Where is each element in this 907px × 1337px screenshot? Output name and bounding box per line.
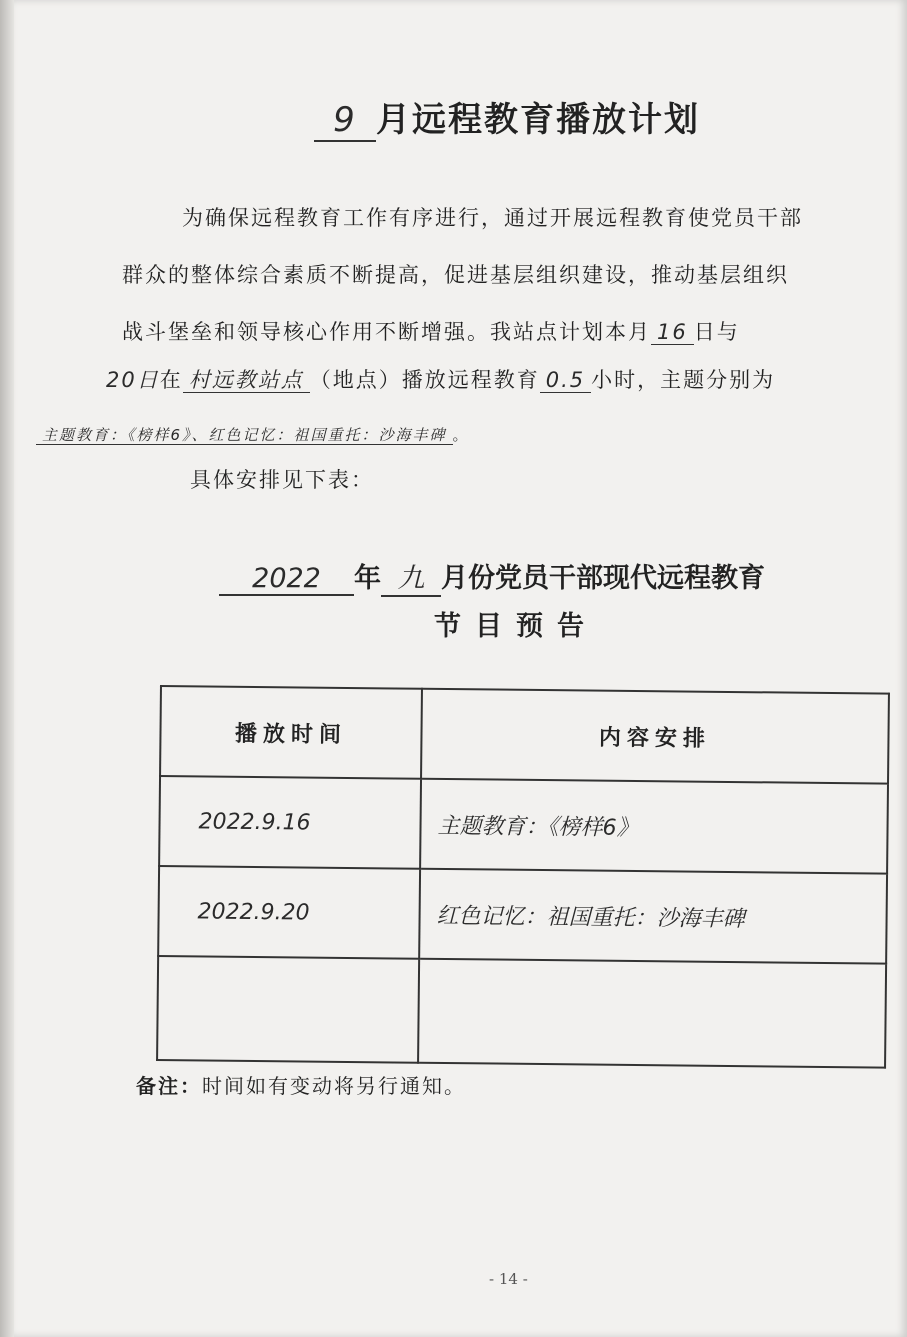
header-content: 内容安排: [421, 689, 889, 784]
location-field: 村远教站点: [183, 368, 310, 393]
title-month-field: 9: [314, 100, 376, 142]
intro-text-4a: 在: [159, 368, 183, 392]
row-content: 红色记忆：祖国重托：沙海丰碑: [419, 869, 887, 964]
notice-title: [219, 556, 765, 597]
table-row: [159, 776, 888, 874]
row-content: 主题教育：《榜样6》: [420, 779, 888, 874]
row-content: [418, 959, 886, 1068]
intro-line-4: [106, 352, 891, 409]
topics-field: 主题教育：《榜样6》、红色记忆：祖国重托：沙海丰碑: [36, 426, 453, 445]
row-time: [157, 956, 419, 1063]
notice-year-suffix: 年: [354, 563, 381, 594]
page-number: - 14 -: [489, 1270, 528, 1288]
notice-title-text: 月份党员干部现代远程教育: [441, 563, 765, 594]
hours-field: 0.5: [540, 368, 591, 393]
notice-year-field: 2022: [219, 563, 354, 596]
day1-field: 16: [651, 320, 694, 345]
row-time: 2022.9.20: [158, 866, 420, 959]
footnote: [136, 1070, 466, 1099]
table-row: [158, 866, 887, 964]
notice-month-field: 九: [381, 556, 441, 597]
row-time: 2022.9.16: [159, 776, 421, 869]
table-header-row: [160, 686, 889, 784]
intro-text-3b: 日与: [693, 320, 740, 344]
document-page: [14, 0, 907, 1337]
intro-text-4c: 小时，主题分别为: [591, 368, 776, 392]
schedule-table: [156, 685, 890, 1069]
footnote-label: 备注：: [136, 1074, 202, 1098]
intro-text-2: 群众的整体综合素质不断提高，促进基层组织建设，推动基层组织: [122, 263, 789, 287]
header-time: 播放时间: [160, 686, 422, 779]
intro-line-6: [190, 452, 907, 509]
notice-subtitle: 节目预告: [434, 611, 598, 642]
table-row: [157, 956, 886, 1068]
footnote-text: 时间如有变动将另行通知。: [202, 1074, 466, 1098]
intro-line-2: [122, 247, 907, 304]
intro-text-5-end: 。: [452, 426, 470, 444]
intro-text-1: 为确保远程教育工作有序进行，通过开展远程教育使党员干部: [182, 206, 803, 230]
intro-text-4b: （地点）播放远程教育: [309, 368, 540, 392]
book-spine-edge: [0, 0, 14, 1337]
intro-text-3a: 战斗堡垒和领导核心作用不断增强。我站点计划本月: [122, 320, 651, 344]
title-text: 月远程教育播放计划: [376, 100, 700, 140]
page-title: [314, 92, 700, 142]
day2-field: 20日: [106, 368, 160, 392]
intro-text-6: 具体安排见下表：: [190, 468, 374, 492]
intro-line-1: [122, 190, 907, 247]
